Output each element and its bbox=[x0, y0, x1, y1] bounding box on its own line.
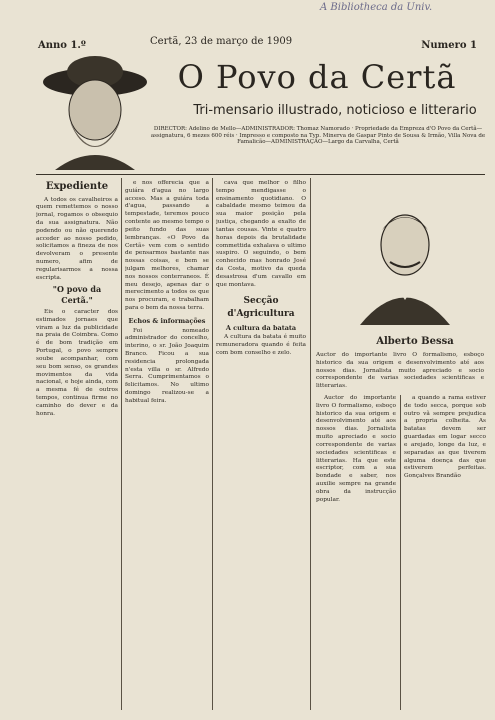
newspaper-subtitle: Tri-mensario illustrado, noticioso e litterario bbox=[193, 103, 477, 118]
column-separator bbox=[121, 178, 122, 710]
column-5 bbox=[404, 395, 486, 710]
credits-line: DIRECTOR: Adelino de Mello—ADMINISTRADOR: Thomaz Namorado · Propriedade da Empreza d'O Povo da Certã—assignatura, 6 mezes 600 réis · Impresso e composto na Typ. Minerva de Gaspar Pinto de Sousa & Irmão, Villa Nova de Famalicão—ADMINISTRAÇÃO—Largo da Carvalha, Certã bbox=[150, 126, 486, 146]
col4-text: Auctor do importante livro O formalismo, esboço historico da sua origem e desenvolvimento até aos nossos dias. Jornalista muito apreciado e socio correspondente de varias sociedades scientificas e litterarias. Ha que este escriptor, com a sua bondade e saber, nos auxilie sempre na grande obra da instrucção popular. bbox=[316, 395, 396, 503]
col1-heading2: "O povo da Certã." bbox=[52, 284, 102, 306]
figure-text: Auctor do importante livro O formalismo, esboço historico da sua origem e desenvolvimento até aos nossos dias. Jornalista muito apreciado e socio correspondente de varias sociedades scientificas e litterarias. bbox=[316, 352, 484, 390]
column-separator bbox=[310, 178, 311, 710]
column-3 bbox=[216, 180, 306, 710]
issue-number: Numero 1 bbox=[421, 40, 477, 51]
alberto-bessa-portrait bbox=[330, 200, 480, 325]
col3-subheading: A cultura da batata bbox=[225, 323, 297, 332]
col2-text: e nos offerecia que a guiára d'agua no largo acceso. Mas a guiára toda d'agua, passando a tempestade, teremos pouco contente ao mesmo tempo o peito fundo das suas lembranças. «O Povo da Certã» vem com o sentido de pensarmos bastante nas nossas coisas, e bem se julgam melhores, chamar nos nossos conterraneos. É meu desejo, apenas dar o merecimento a todos os que nos procuram, e trabalham para o bem da nossa terra. bbox=[125, 180, 209, 311]
col3-text2: A cultura da batata é muito remuneradora quando é feita com bom conselho e zelo. bbox=[216, 334, 306, 357]
col1-heading: Expediente bbox=[45, 181, 109, 192]
portrait-illustration bbox=[40, 52, 150, 170]
col5-text: a quando a rama estiver de todo secca, porque sob outro vã sempre prejudica a propria colheita. As batatas devem ser guardadas em logar secco e arejado, longe da luz, e separadas as que tiverem alguma doença das que estiverem perfeitas. Gonçalves Brandão bbox=[404, 395, 486, 480]
column-2 bbox=[125, 180, 209, 710]
header-rule bbox=[36, 174, 485, 175]
column-4 bbox=[316, 395, 396, 710]
col1-text: A todos os cavalheiros a quem remettemos o nosso jornal, rogamos o obsequio da sua assignatura. Não podendo ou não querendo acceder ao nosso pedido, solicitamos a fineza de nos devolveram o presente numero, afim de regularisarmos a nossa escripta. bbox=[36, 196, 118, 281]
col1-text2: Eis o caracter dos estimados jornaes que viram a luz da publicidade na praia de Coimbra. Como é de bom tradição em Portugal, o povo sempre soube acompanhar, com seu bom senso, os grandes movimentos da vida nacional, e hoje ainda, com a mesma fé de outros tempos, continua firme no caminho do dever e da honra. bbox=[36, 309, 118, 417]
newspaper-title: O Povo da Certã bbox=[177, 58, 457, 96]
figure-caption: Alberto Bessa bbox=[376, 336, 454, 347]
edition-label: Anno 1.º bbox=[38, 40, 86, 51]
handwritten-note: A Bibliotheca da Univ. bbox=[320, 2, 433, 13]
col3-text: cava que melhor o filho tempo mendigasse o ensinamento quotidiano. O cabaldade mesmo teimou da sua maior posição pela justiça, chegando a exalto de tantas cousas. Vinte e quatro horas depois da brutalidade commettida exhalava o ultimo suspiro. O seguindo, o bem conhecido mas honrado José da Costa, motivo da queda desastrosa d'um cavallo em que montava. bbox=[216, 180, 306, 288]
col3-heading: Secção d'Agricultura bbox=[227, 296, 295, 319]
col2-heading: Echos & informações bbox=[128, 316, 206, 325]
dateline: Certã, 23 de março de 1909 bbox=[150, 36, 293, 47]
column-separator bbox=[212, 178, 213, 710]
column-1 bbox=[36, 180, 118, 710]
col2-text2: Foi nomeado administrador do concelho, interino, o sr. João Joaquim Branco. Ficou a sua residencia prolongada n'esta villa o sr. Alfredo Serra. Cumprimentamos o felicitamos. No ultimo domingo realizou-se a habitual feira. bbox=[125, 327, 209, 404]
column-separator bbox=[400, 395, 401, 710]
